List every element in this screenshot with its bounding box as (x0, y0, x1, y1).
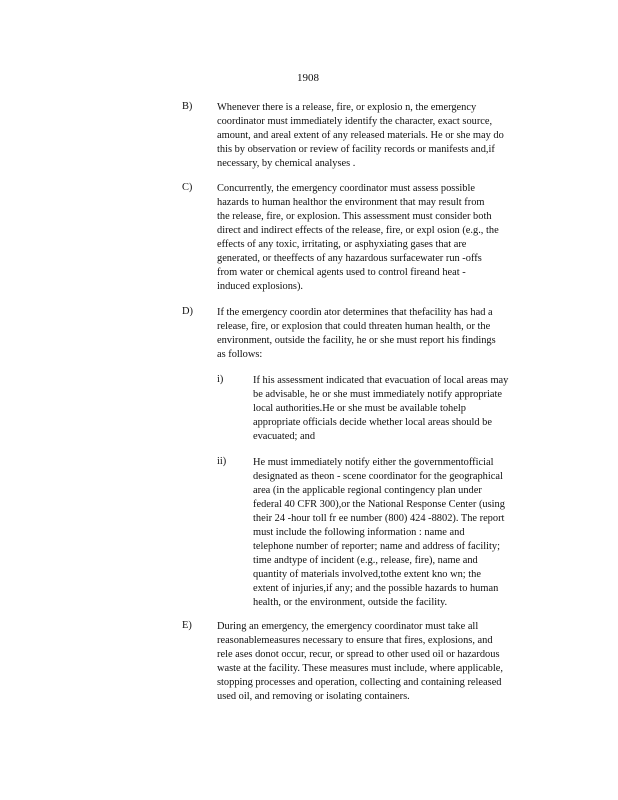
subitem-text (253, 456, 543, 610)
item-label: D) (182, 306, 193, 317)
text-line: direct and indirect effects of the release, fire, or expl osion (e.g., the (217, 225, 499, 236)
item-text (217, 306, 547, 362)
item-label: C) (182, 182, 193, 193)
text-line: this by observation or review of facility records or manifests and,if (217, 144, 495, 155)
text-line: used oil, and removing or isolating containers. (217, 691, 410, 702)
text-line: health, or the environment, outside the facility. (253, 597, 448, 608)
text-line: telephone number of reporter; name and address of facility; (253, 541, 500, 552)
item-label: E) (182, 620, 192, 631)
text-line: induced explosions). (217, 281, 303, 292)
text-line: environment, outside the facility, he or she must report his findings (217, 335, 496, 346)
text-line: effects of any toxic, irritating, or asphyxiating gases that are (217, 239, 467, 250)
page-number: 1908 (297, 72, 319, 84)
text-line: evacuated; and (253, 431, 316, 442)
text-line: reasonablemeasures necessary to ensure that fires, explosions, and (217, 635, 493, 646)
item-text (217, 620, 547, 704)
item-label: B) (182, 101, 193, 112)
text-line: waste at the facility. These measures must include, where applicable, (217, 663, 503, 674)
text-line: time andtype of incident (e.g., release, fire), name and (253, 555, 478, 566)
subitem-text (253, 374, 543, 444)
text-line: He must immediately notify either the governmentofficial (253, 457, 494, 468)
item-text (217, 182, 547, 294)
text-line: appropriate officials decide whether local areas should be (253, 417, 492, 428)
text-line: hazards to human healthor the environment that may result from (217, 197, 485, 208)
text-line: Whenever there is a release, fire, or explosio n, the emergency (217, 102, 477, 113)
subitem-label: ii) (217, 456, 227, 467)
text-line: release, fire, or explosion that could threaten human health, or the (217, 321, 491, 332)
subitem-label: i) (217, 374, 224, 385)
text-line: from water or chemical agents used to control fireand heat - (217, 267, 466, 278)
text-line: If the emergency coordin ator determines that thefacility has had a (217, 307, 493, 318)
text-line: Concurrently, the emergency coordinator must assess possible (217, 183, 475, 194)
text-line: During an emergency, the emergency coordinator must take all (217, 621, 479, 632)
text-line: If his assessment indicated that evacuation of local areas may (253, 375, 509, 386)
text-line: coordinator must immediately identify the character, exact source, (217, 116, 493, 127)
text-line: extent of injuries,if any; and the possible hazards to human (253, 583, 499, 594)
text-line: quantity of materials involved,tothe extent kno wn; the (253, 569, 481, 580)
text-line: must include the following information : name and (253, 527, 465, 538)
text-line: be advisable, he or she must immediately notify appropriate (253, 389, 503, 400)
text-line: amount, and areal extent of any released materials. He or she may do (217, 130, 504, 141)
text-line: rele ases donot occur, recur, or spread to other used oil or hazardous (217, 649, 500, 660)
text-line: federal 40 CFR 300),or the National Response Center (using (253, 499, 505, 510)
text-line: necessary, by chemical analyses . (217, 158, 356, 169)
text-line: designated as theon - scene coordinator for the geographical (253, 471, 503, 482)
text-line: area (in the applicable regional contingency plan under (253, 485, 482, 496)
item-text (217, 101, 547, 171)
text-line: stopping processes and operation, collecting and containing released (217, 677, 502, 688)
text-line: their 24 -hour toll fr ee number (800) 424 -8802). The report (253, 513, 505, 524)
text-line: the release, fire, or explosion. This assessment must consider both (217, 211, 492, 222)
text-line: generated, or theeffects of any hazardous surfacewater run -offs (217, 253, 482, 264)
text-line: local authorities.He or she must be available tohelp (253, 403, 466, 414)
text-line: as follows: (217, 349, 263, 360)
